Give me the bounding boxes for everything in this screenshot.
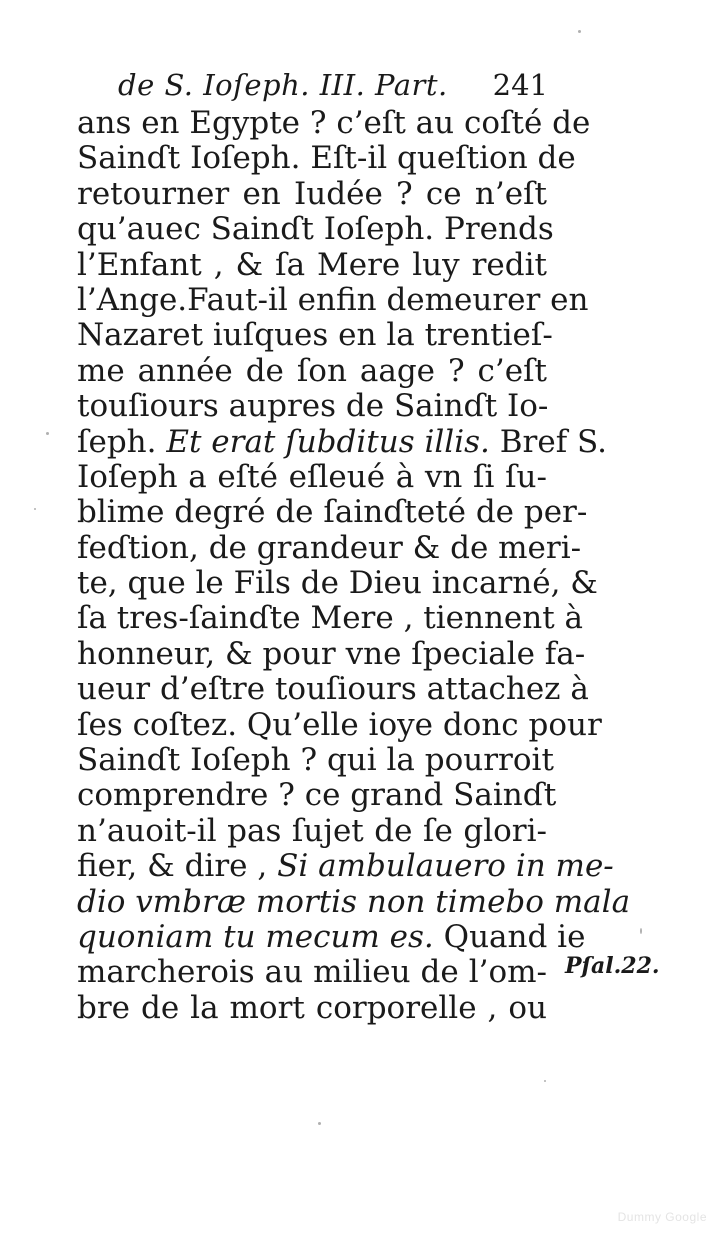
text-line <box>77 600 584 637</box>
text-segment: Nazaret iuſques en la trentieſ- <box>77 317 553 354</box>
text-segment: blime degré de ſainɗteté de per- <box>77 494 588 531</box>
running-title: de S. Ioſeph. III. Part. <box>118 68 448 102</box>
text-segment: l’Enfant , & ſa Mere luy redit <box>77 246 547 283</box>
text-segment: ueur d’eſtre touſiours attachez à <box>77 671 589 708</box>
text-line <box>77 635 586 672</box>
text-segment: me année de ſon aage ? c’eſt <box>77 352 547 389</box>
watermark: Dummy Google <box>617 1210 707 1224</box>
scan-speck <box>318 1122 321 1125</box>
italic-text: Si ambulauero in me- <box>277 848 614 885</box>
text-segment: ſeph. <box>77 423 167 460</box>
text-segment: honneur, & pour vne ſpeciale fa- <box>77 635 586 672</box>
text-segment: Sainɗt Ioſeph ? qui la pourroit <box>77 742 554 779</box>
italic-text: Et erat ſubditus illis. <box>166 423 490 460</box>
text-segment: ans en Egypte ? c’eſt au coſté de <box>77 105 591 141</box>
margin-note: Pſal.22. <box>565 953 660 979</box>
text-segment: n’auoit-il pas ſujet de ſe glori- <box>77 812 547 849</box>
text-line <box>77 706 602 743</box>
text-line <box>77 883 631 920</box>
text-segment: ſa tres-ſainɗte Mere , tiennent à <box>77 600 584 637</box>
text-line <box>77 354 547 389</box>
text-line <box>77 211 554 248</box>
text-segment: retourner en Iudée ? ce n’eſt <box>77 175 547 212</box>
scan-speck <box>578 30 581 33</box>
text-line <box>77 494 588 531</box>
scan-speck <box>46 432 49 435</box>
text-segment: Sainɗt Ioſeph. Eſt-il queſtion de <box>77 140 576 177</box>
text-line <box>77 105 591 141</box>
text-segment: bre de la mort corporelle , ou <box>77 989 547 1026</box>
text-line <box>77 918 586 955</box>
text-line <box>77 460 547 495</box>
text-line <box>77 423 608 460</box>
text-segment: touſiours aupres de Sainɗt Io- <box>77 388 549 425</box>
scan-speck <box>544 1080 546 1082</box>
text-segment: Ioſeph a eſté eſleué à vn ſi ſu- <box>77 458 547 495</box>
text-line <box>77 814 547 849</box>
text-line <box>77 177 547 212</box>
text-line <box>77 317 553 354</box>
text-segment: Quand ie <box>433 918 586 955</box>
text-segment: te, que le Fils de Dieu incarné, & <box>77 565 598 602</box>
scan-speck <box>34 508 36 510</box>
text-line <box>77 389 547 424</box>
page-header <box>118 68 548 108</box>
text-line <box>77 991 547 1026</box>
text-segment: Bref S. <box>489 423 608 460</box>
text-line <box>77 955 547 990</box>
text-segment: feɗtion, de grandeur & de meri- <box>77 529 582 566</box>
italic-text: quoniam tu mecum es. <box>77 918 434 955</box>
text-segment: marcherois au milieu de l’om- <box>77 954 547 991</box>
text-segment: qu’auec Sainɗt Ioſeph. Prends <box>77 211 554 248</box>
text-line <box>77 529 582 566</box>
text-line <box>77 281 589 318</box>
text-line <box>77 248 547 283</box>
text-line <box>77 777 557 814</box>
text-segment: fier, & dire , <box>77 848 278 885</box>
text-segment: comprendre ? ce grand Sainɗt <box>77 777 557 814</box>
text-line <box>77 565 598 602</box>
scan-speck <box>640 928 642 934</box>
text-segment: l’Ange.Faut-il enfin demeurer en <box>77 281 589 318</box>
page-number: 241 <box>492 68 548 102</box>
text-segment: ſes coſtez. Qu’elle ioye donc pour <box>77 706 602 743</box>
text-line <box>77 671 589 708</box>
italic-text: dio vmbræ mortis non timebo mala <box>77 883 631 920</box>
text-line <box>77 140 576 177</box>
text-line <box>77 848 614 885</box>
text-line <box>77 742 554 779</box>
